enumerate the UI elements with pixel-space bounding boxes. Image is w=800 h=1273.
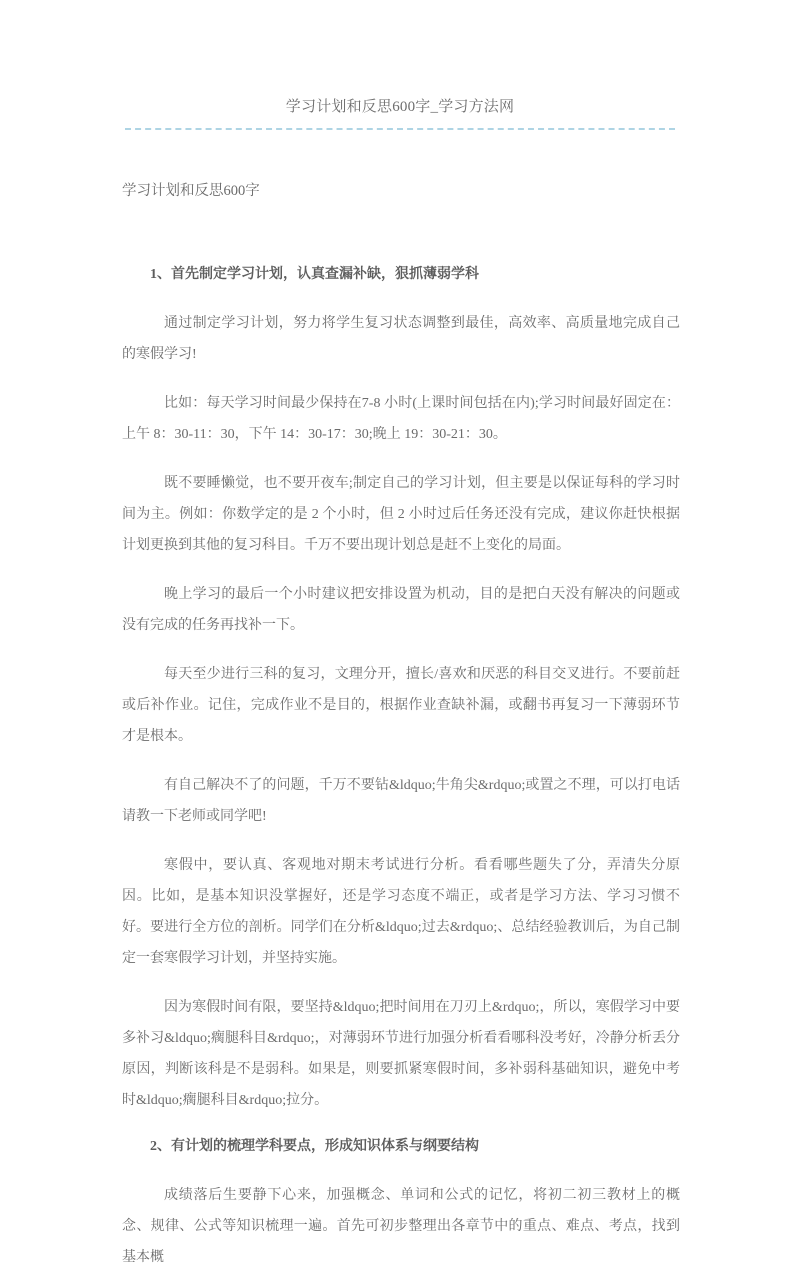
section-heading-2: 2、有计划的梳理学科要点，形成知识体系与纲要结构 <box>150 1139 479 1154</box>
paragraph: 每天至少进行三科的复习，文理分开，擅长/喜欢和厌恶的科目交叉进行。不要前赶或后补作业。记住，完成作业不是目的，根据作业查缺补漏，或翻书再复习一下薄弱环节才是根本。 <box>122 667 680 744</box>
section-heading-1: 1、首先制定学习计划，认真查漏补缺，狠抓薄弱学科 <box>150 267 479 282</box>
paragraph: 晚上学习的最后一个小时建议把安排设置为机动，目的是把白天没有解决的问题或没有完成的任务再找补一下。 <box>122 587 680 633</box>
paragraph: 寒假中，要认真、客观地对期末考试进行分析。看看哪些题失了分，弄清失分原因。比如，是基本知识没掌握好，还是学习态度不端正，或者是学习方法、学习习惯不好。要进行全方位的剖析。同学们在分析&ldquo;过去&rdquo;、总结经验教训后，为自己制定一套寒假学习计划，并坚持实施。 <box>122 858 680 966</box>
document-heading: 学习计划和反思600字 <box>122 183 260 199</box>
paragraph: 因为寒假时间有限，要坚持&ldquo;把时间用在刀刃上&rdquo;，所以，寒假学习中要多补习&ldquo;瘸腿科目&rdquo;，对薄弱环节进行加强分析看看哪科没考好，冷静分析丢分原因，判断该科是不是弱科。如果是，则要抓紧寒假时间，多补弱科基础知识，避免中考时&ldquo;瘸腿科目&rdquo;拉分。 <box>122 1000 680 1108</box>
paragraph: 比如：每天学习时间最少保持在7-8 小时(上课时间包括在内);学习时间最好固定在：上午 8：30-11：30，下午 14：30-17：30;晚上 19：30-21：30。 <box>122 396 680 442</box>
title-divider <box>125 128 675 130</box>
paragraph: 有自己解决不了的问题，千万不要钻&ldquo;牛角尖&rdquo;或置之不理，可以打电话请教一下老师或同学吧! <box>122 778 680 824</box>
page-title: 学习计划和反思600字_学习方法网 <box>285 99 515 115</box>
paragraph: 通过制定学习计划，努力将学生复习状态调整到最佳，高效率、高质量地完成自己的寒假学习! <box>122 316 680 362</box>
paragraph: 成绩落后生要静下心来，加强概念、单词和公式的记忆，将初二初三教材上的概念、规律、公式等知识梳理一遍。首先可初步整理出各章节中的重点、难点、考点，找到基本概 <box>122 1188 680 1265</box>
heading-spacer <box>122 218 680 262</box>
paragraph: 既不要睡懒觉，也不要开夜车;制定自己的学习计划，但主要是以保证每科的学习时间为主。例如：你数学定的是 2 个小时，但 2 小时过后任务还没有完成，建议你赶快根据计划更换到其他的复习科目。千万不要出现计划总是赶不上变化的局面。 <box>122 476 680 553</box>
document-body <box>122 178 680 1273</box>
